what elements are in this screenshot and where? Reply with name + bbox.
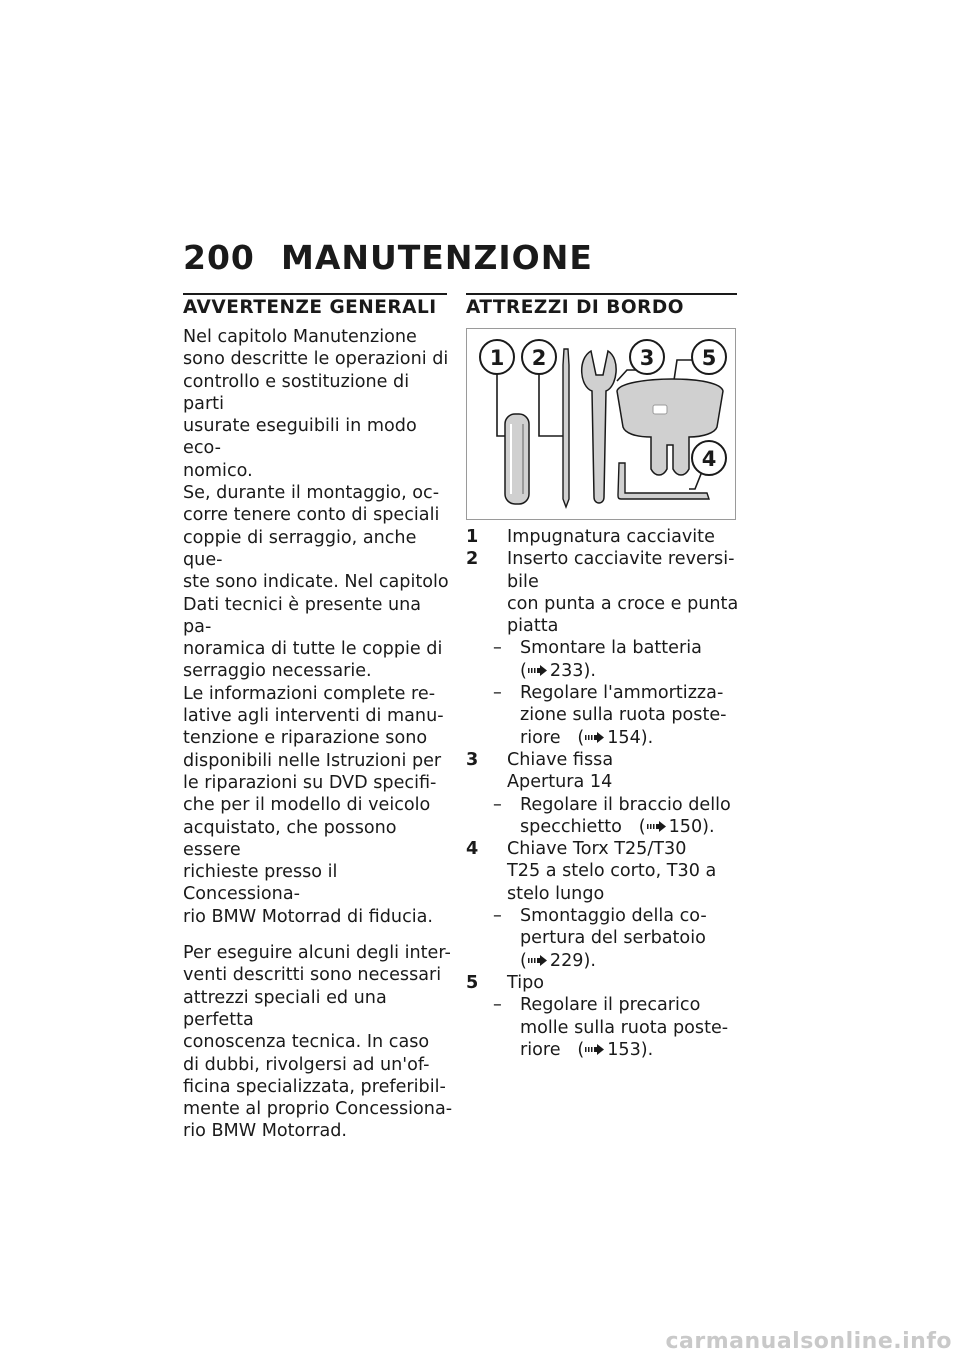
list-item [466, 548, 746, 749]
ref-suffix: ). [702, 816, 715, 837]
page-reference[interactable] [520, 727, 746, 749]
page-reference-arrow-icon [647, 821, 667, 832]
chapter-title: MANUTENZIONE [281, 238, 593, 277]
ref-page-number: 154 [607, 727, 641, 748]
page-reference-arrow-icon [585, 1044, 605, 1055]
text-line: conoscenza tecnica. In caso [183, 1032, 430, 1053]
text-line: le riparazioni su DVD specifi- [183, 772, 437, 793]
text-line: Per eseguire alcuni degli inter- [183, 943, 451, 964]
page-reference[interactable] [520, 1039, 746, 1061]
svg-text:4: 4 [701, 447, 717, 471]
sub-text: molle sulla ruota poste- [520, 1017, 729, 1038]
page-reference[interactable] [520, 950, 746, 972]
callout-2 [522, 340, 556, 374]
list-item [466, 972, 746, 1061]
sub-text: Regolare il precarico [520, 995, 701, 1016]
item-number: 3 [466, 749, 479, 770]
sub-item [493, 682, 746, 749]
item-number: 1 [466, 527, 479, 547]
dash-bullet: – [493, 794, 502, 815]
text-line: ficina specializzata, preferibil- [183, 1076, 446, 1097]
section-rule-right [466, 293, 737, 295]
ref-prefix: specchietto ( [520, 816, 646, 837]
item-text: stelo lungo [507, 883, 605, 904]
text-line: controllo e sostituzione di parti [183, 371, 410, 414]
ref-suffix: ). [583, 660, 596, 681]
paragraph [183, 482, 453, 683]
sub-text: Regolare il braccio dello [520, 794, 731, 815]
toolkit-illustration [467, 329, 735, 519]
text-line: venti descritti sono necessari [183, 965, 442, 986]
text-line: corre tenere conto di speciali [183, 505, 440, 526]
ref-prefix: ( [520, 660, 527, 681]
open-wrench-icon [582, 351, 616, 503]
sub-item [493, 637, 746, 682]
ref-page-number: 153 [607, 1039, 641, 1060]
paragraph [183, 683, 453, 928]
item-number: 5 [466, 972, 479, 993]
svg-text:1: 1 [489, 346, 505, 370]
sub-text: Smontaggio della co- [520, 906, 707, 927]
text-line: coppie di serraggio, anche que- [183, 527, 417, 570]
svg-text:3: 3 [639, 346, 655, 370]
text-line: richieste presso il Concessiona- [183, 862, 338, 905]
text-line: di dubbi, rivolgersi ad un'of- [183, 1054, 430, 1075]
item-text: Chiave Torx T25/T30 [507, 839, 687, 860]
ref-prefix: ( [520, 950, 527, 971]
item-number: 2 [466, 549, 479, 570]
item-text: Inserto cacciavite reversi- [507, 549, 735, 570]
sub-text: zione sulla ruota poste- [520, 705, 727, 726]
screwdriver-bit-icon [563, 349, 569, 507]
text-line: Se, durante il montaggio, oc- [183, 483, 440, 504]
sub-item [493, 794, 746, 839]
ref-suffix: ). [583, 950, 596, 971]
item-text: bile [507, 571, 539, 592]
toolkit-legend [466, 526, 746, 1061]
ref-prefix: riore ( [520, 1039, 585, 1060]
text-line: nomico. [183, 460, 253, 481]
page-reference-arrow-icon [528, 955, 548, 966]
text-line: lative agli interventi di manu- [183, 706, 444, 727]
callout-3 [630, 340, 664, 374]
text-line: rio BMW Motorrad di fiducia. [183, 906, 434, 927]
page-reference-arrow-icon [528, 665, 548, 676]
sub-text: pertura del serbatoio [520, 928, 706, 949]
callout-5 [692, 340, 726, 374]
text-line: serraggio necessarie. [183, 661, 372, 682]
list-item [466, 838, 746, 972]
text-line: attrezzi speciali ed una perfetta [183, 987, 387, 1030]
paragraph [183, 942, 453, 1143]
paragraph [183, 326, 453, 482]
ref-prefix: riore ( [520, 727, 585, 748]
text-line: mente al proprio Concessiona- [183, 1099, 453, 1120]
item-text: con punta a croce e punta [507, 593, 739, 614]
sub-item [493, 994, 746, 1061]
page-header [183, 238, 593, 277]
sub-text: Smontare la batteria [520, 638, 702, 659]
item-text: Impugnatura cacciavite [507, 527, 715, 547]
section-rule-left [183, 293, 447, 295]
text-line: acquistato, che possono essere [183, 817, 397, 860]
text-line: tenzione e riparazione sono [183, 728, 428, 749]
list-item [466, 526, 746, 548]
ref-suffix: ). [640, 727, 654, 748]
item-number: 4 [466, 839, 479, 860]
text-line: Le informazioni complete re- [183, 683, 436, 704]
section-title-right: ATTREZZI DI BORDO [466, 297, 684, 318]
grip-slot [653, 405, 667, 414]
screwdriver-handle-icon [505, 414, 529, 504]
item-text: T25 a stelo corto, T30 a [507, 861, 717, 882]
item-text: Apertura 14 [507, 772, 613, 793]
dash-bullet: – [493, 995, 502, 1016]
page-reference[interactable] [520, 660, 746, 682]
dash-bullet: – [493, 906, 502, 927]
callout-4 [692, 441, 726, 475]
sub-item [493, 905, 746, 972]
text-line: che per il modello di veicolo [183, 795, 431, 816]
text-line: disponibili nelle Istruzioni per [183, 750, 442, 771]
svg-text:2: 2 [531, 346, 547, 370]
text-line: rio BMW Motorrad. [183, 1121, 348, 1142]
text-line: noramica di tutte le coppie di [183, 639, 443, 660]
text-line: ste sono indicate. Nel capitolo [183, 572, 449, 593]
page-number: 200 [183, 238, 255, 277]
text-line: sono descritte le operazioni di [183, 349, 449, 370]
ref-page-number: 233 [549, 660, 584, 681]
section-title-left: AVVERTENZE GENERALI [183, 297, 437, 318]
watermark: carmanualsonline.info [665, 1329, 952, 1354]
ref-page-number: 229 [549, 950, 584, 971]
sub-text: Regolare l'ammortizza- [520, 683, 724, 704]
item-text: Tipo [507, 972, 545, 993]
page-reference-arrow-icon [585, 732, 605, 743]
dash-bullet: – [493, 638, 502, 659]
ref-page-number: 150 [668, 816, 703, 837]
ref-suffix: ). [640, 1039, 654, 1060]
list-item [466, 749, 746, 838]
text-line: Dati tecnici è presente una pa- [183, 594, 422, 637]
toolkit-figure [466, 328, 736, 520]
callout-1 [480, 340, 514, 374]
svg-text:5: 5 [701, 346, 717, 370]
general-notes [183, 326, 453, 1143]
item-text: Chiave fissa [507, 749, 614, 770]
dash-bullet: – [493, 683, 502, 704]
text-line: usurate eseguibili in modo eco- [183, 416, 417, 459]
text-line: Nel capitolo Manutenzione [183, 327, 417, 347]
item-text: piatta [507, 616, 559, 637]
page-reference[interactable] [520, 816, 746, 838]
